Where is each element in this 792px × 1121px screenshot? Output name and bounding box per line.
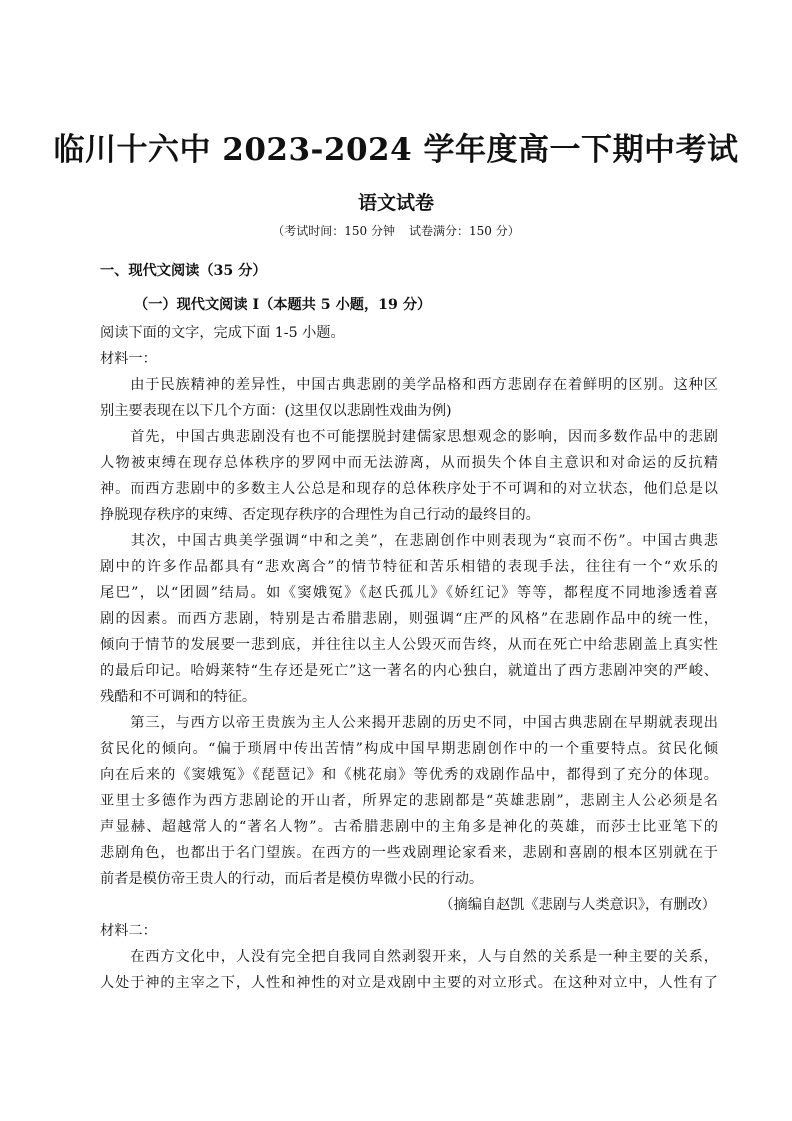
text-line: 的最后印记。哈姆莱特“生存还是死亡”这一著名的内心独白，就道出了西方悲剧冲突的严峻、 [100, 663, 718, 679]
text-line: 前者是模仿帝王贵人的行动，而后者是模仿卑微小民的行动。 [100, 871, 484, 887]
exam-score: 试卷满分：150 分） [409, 224, 520, 238]
exam-title: 临川十六中 2023-2024 学年度高一下期中考试 [53, 132, 739, 168]
material-1-label: 材料一： [100, 351, 157, 367]
text-line: 神。而西方悲剧中的多数主人公总是和现存的总体秩序处于不可调和的对立状态，他们总是以 [100, 481, 718, 497]
source-citation: （摘编自赵凯《悲剧与人类意识》，有删改） [439, 897, 716, 913]
text-line: 人物被束缚在现存总体秩序的罗网中而无法游离，从而损失个体自主意识和对命运的反抗精 [100, 455, 718, 471]
text-line: 由于民族精神的差异性，中国古典悲剧的美学品格和西方悲剧存在着鲜明的区别。这种区 [100, 377, 718, 393]
text-line: 向在后来的《窦娥冤》《琵琶记》和《桃花扇》等优秀的戏剧作品中，都得到了充分的体现。 [100, 767, 718, 783]
text-line: 剧的因素。而西方悲剧，特别是古希腊悲剧，则强调“庄严的风格”在悲剧作品中的统一性， [100, 611, 718, 627]
paragraph-5 [100, 944, 718, 996]
text-line: 别主要表现在以下几个方面：(这里仅以悲剧性戏曲为例) [100, 403, 452, 419]
text-line: 第三，与西方以帝王贵族为主人公来揭开悲剧的历史不同，中国古典悲剧在早期就表现出 [100, 715, 718, 731]
exam-meta [0, 222, 792, 239]
paragraph-1 [100, 372, 718, 424]
text-line: 在西方文化中，人没有完全把自我同自然剥裂开来，人与自然的关系是一种主要的关系， [100, 949, 718, 965]
instruction-text: 阅读下面的文字，完成下面 1-5 小题。 [100, 325, 345, 341]
paragraph-3 [100, 528, 718, 710]
exam-time: （考试时间：150 分钟 [272, 224, 395, 238]
text-line: 挣脱现存秩序的束缚、否定现存秩序的合理性为自己行动的最终目的。 [100, 507, 540, 523]
subsection-heading: （一）现代文阅读 I（本题共 5 小题，19 分） [134, 297, 432, 313]
text-line: 声显赫、超越常人的“著名人物”。古希腊悲剧中的主角多是神化的英雄，而莎士比亚笔下的 [100, 819, 718, 835]
material-2-label: 材料二： [100, 923, 157, 939]
text-line: 残酷和不可调和的特征。 [100, 689, 257, 705]
text-line: 贫民化的倾向。“偏于琐屑中传出苦情”构成中国早期悲剧创作中的一个重要特点。贫民化倾 [100, 741, 718, 757]
text-line: 首先，中国古典悲剧没有也不可能摆脱封建儒家思想观念的影响，因而多数作品中的悲剧 [100, 429, 718, 445]
text-line: 尾巴”，以“团圆”结局。如《窦娥冤》《赵氏孤儿》《娇红记》等等，都程度不同地渗透着喜 [100, 585, 718, 601]
exam-subtitle: 语文试卷 [357, 192, 434, 214]
exam-body [100, 258, 718, 996]
text-line: 剧中的许多作品都具有“悲欢离合”的情节特征和苦乐相错的表现手法，往往有一个“欢乐的 [100, 559, 718, 575]
paragraph-2 [100, 424, 718, 528]
section-heading: 一、现代文阅读（35 分） [100, 263, 267, 279]
paragraph-4 [100, 710, 718, 892]
text-line: 人处于神的主宰之下，人性和神性的对立是戏剧中主要的对立形式。在这种对立中，人性有了 [100, 975, 718, 991]
text-line: 倾向于情节的发展要一悲到底，并往往以主人公毁灭而告终，从而在死亡中给悲剧盖上真实性 [100, 637, 718, 653]
text-line: 亚里士多德作为西方悲剧论的开山者，所界定的悲剧都是“英雄悲剧”，悲剧主人公必须是名 [100, 793, 718, 809]
text-line: 其次，中国古典美学强调“中和之美”，在悲剧创作中则表现为“哀而不伤”。中国古典悲 [100, 533, 718, 549]
text-line: 悲剧角色，也都出于名门望族。在西方的一些戏剧理论家看来，悲剧和喜剧的根本区别就在于 [100, 845, 718, 861]
